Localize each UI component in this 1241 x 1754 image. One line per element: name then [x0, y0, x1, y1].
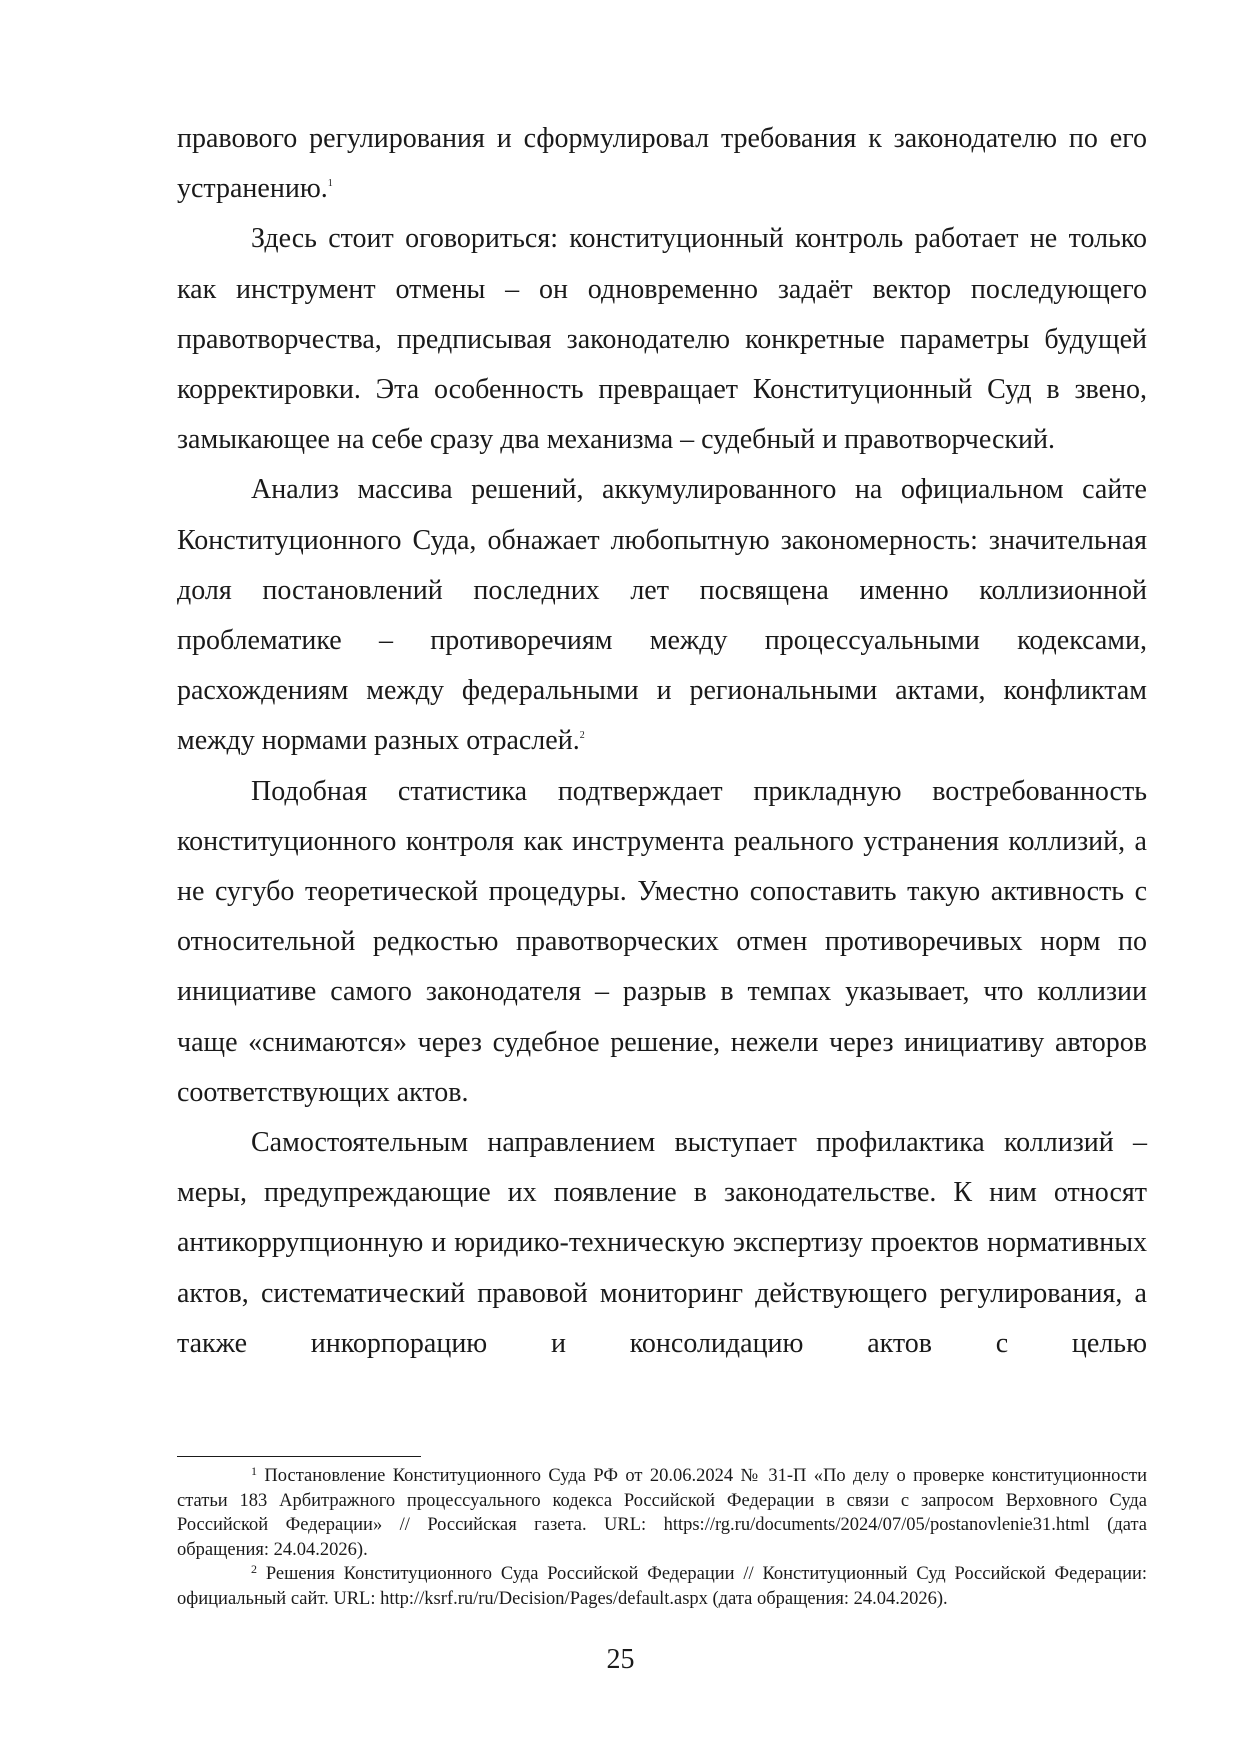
- paragraph-text: Анализ массива решений, аккумулированного на официальном сайте Конституционного Суда, обнажает любопытную закономерность: значительная доля постановлений последних лет посвящена именно коллизионной проблематике – противоречиям между процессуальными кодексами, расхождениям между федеральными и региональными актами, конфликтам между нормами разных отраслей.: [177, 474, 1147, 757]
- footnote-text: Решения Конституционного Суда Российской Федерации // Конституционный Суд Российской Федерации: официальный сайт. URL: http://ksrf.ru/ru/Decision/Pages/default.aspx (дата обращения: 24.04.2026).: [177, 1564, 1148, 1609]
- page-number: 25: [606, 1644, 635, 1675]
- body-text: [177, 114, 1147, 1369]
- paragraph: Самостоятельным направлением выступает профилактика коллизий – меры, предупреждающие их появление в законодательстве. К ним относят антикоррупционную и юридико-техническую экспертизу проектов нормативных актов, систематический правовой мониторинг действующего регулирования, а также инкорпорацию и консолидацию актов с целью: [177, 1127, 1147, 1359]
- footnotes: [177, 1464, 1147, 1611]
- footnote-text: Постановление Конституционного Суда РФ от 20.06.2024 № 31-П «По делу о проверке конституционности статьи 183 Арбитражного процессуального кодекса Российской Федерации в связи с запросом Верховного Суда Российской Федерации» // Российская газета. URL: https://rg.ru/documents/2024/07/05/postanovlenie31.html (дата обращения: 24.04.2026).: [177, 1466, 1147, 1560]
- footnote-reference: 2: [579, 730, 585, 742]
- paragraph: [177, 465, 1147, 766]
- footnote-separator: [177, 1456, 421, 1457]
- footnote: [177, 1464, 1147, 1562]
- paragraph: Здесь стоит оговориться: конституционный контроль работает не только как инструмент отмены – он одновременно задаёт вектор последующего правотворчества, предписывая законодателю конкретные параметры будущей корректировки. Эта особенность превращает Конституционный Суд в звено, замыкающее на себе сразу два механизма – судебный и правотворческий.: [177, 223, 1147, 456]
- paragraph-continuation: [177, 114, 1147, 214]
- footnote: [177, 1562, 1147, 1611]
- footnote-reference: 1: [327, 178, 333, 190]
- paragraph: Подобная статистика подтверждает прикладную востребованность конституционного контроля как инструмента реального устранения коллизий, а не сугубо теоретической процедуры. Уместно сопоставить такую активность с относительной редкостью правотворческих отмен противоречивых норм по инициативе самого законодателя – разрыв в темпах указывает, что коллизии чаще «снимаются» через судебное решение, нежели через инициативу авторов соответствующих актов.: [177, 775, 1147, 1108]
- paragraph-text: правового регулирования и сформулировал требования к законодателю по его устранению.: [177, 123, 1147, 205]
- footnote-number: 1: [251, 1464, 257, 1478]
- footnote-number: 2: [251, 1562, 257, 1576]
